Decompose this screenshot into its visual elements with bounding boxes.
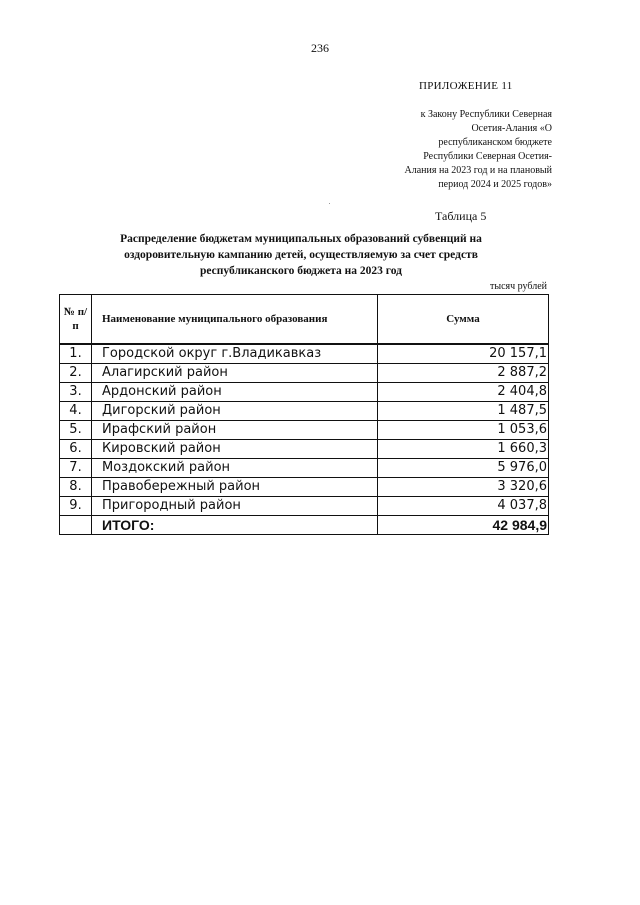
table-row — [60, 364, 549, 383]
table-header-row — [60, 295, 549, 345]
row-name: Моздокский район — [92, 459, 378, 478]
row-sum: 1 487,5 — [378, 402, 549, 421]
page-number: 236 — [311, 41, 329, 55]
row-sum: 2 404,8 — [378, 383, 549, 402]
row-number: 7. — [60, 459, 92, 478]
row-number: 5. — [60, 421, 92, 440]
row-number: 2. — [60, 364, 92, 383]
scan-speck — [329, 203, 330, 204]
total-label: ИТОГО: — [92, 516, 378, 535]
table-row — [60, 478, 549, 497]
row-name: Алагирский район — [92, 364, 378, 383]
table-row — [60, 344, 549, 364]
row-name: Дигорский район — [92, 402, 378, 421]
table-row — [60, 402, 549, 421]
appendix-title: ПРИЛОЖЕНИЕ 11 — [419, 80, 513, 92]
row-sum: 20 157,1 — [378, 344, 549, 364]
header-number: № п/п — [60, 295, 92, 345]
law-reference: к Закону Республики Северная Осетия-Алания «О республиканском бюджете Республики Северная Осетия- Алания на 2023 год и на плановый период 2024 и 2025 годов» — [404, 109, 552, 190]
total-sum: 42 984,9 — [378, 516, 549, 535]
row-name: Пригородный район — [92, 497, 378, 516]
row-name: Городской округ г.Владикавказ — [92, 344, 378, 364]
row-number: 9. — [60, 497, 92, 516]
row-number: 1. — [60, 344, 92, 364]
table-row — [60, 383, 549, 402]
table-row — [60, 421, 549, 440]
row-number: 8. — [60, 478, 92, 497]
row-sum: 5 976,0 — [378, 459, 549, 478]
row-number: 4. — [60, 402, 92, 421]
row-name: Правобережный район — [92, 478, 378, 497]
table-row — [60, 497, 549, 516]
row-name: Ирафский район — [92, 421, 378, 440]
row-sum: 3 320,6 — [378, 478, 549, 497]
header-name: Наименование муниципального образования — [92, 295, 378, 345]
total-row — [60, 516, 549, 535]
row-name: Ардонский район — [92, 383, 378, 402]
table-row — [60, 459, 549, 478]
row-sum: 1 053,6 — [378, 421, 549, 440]
table-heading: Распределение бюджетам муниципальных образований субвенций на оздоровительную кампанию детей, осуществляемую за счет средств республиканского бюджета на 2023 год — [120, 233, 482, 277]
row-name: Кировский район — [92, 440, 378, 459]
row-sum: 1 660,3 — [378, 440, 549, 459]
row-sum: 4 037,8 — [378, 497, 549, 516]
total-number-cell — [60, 516, 92, 535]
row-sum: 2 887,2 — [378, 364, 549, 383]
row-number: 3. — [60, 383, 92, 402]
subsidy-table — [59, 294, 549, 535]
row-number: 6. — [60, 440, 92, 459]
header-sum: Сумма — [378, 295, 549, 345]
table-row — [60, 440, 549, 459]
table-number: Таблица 5 — [435, 209, 487, 223]
units-label: тысяч рублей — [489, 281, 547, 292]
